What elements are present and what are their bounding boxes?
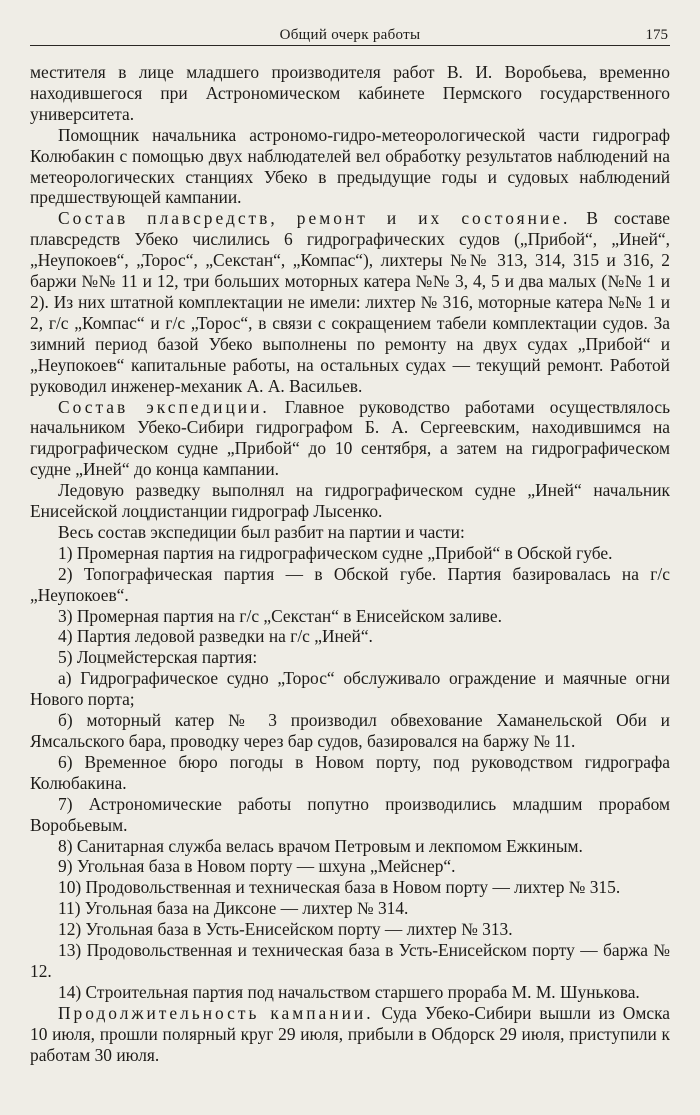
paragraph: Весь состав экспедиции был разбит на партии и части:: [58, 521, 465, 542]
page-header: [30, 22, 670, 46]
list-item: 14) Строительная партия под начальством старшего прораба М. М. Шунькова.: [58, 981, 640, 1002]
section-heading: Продолжительность кампании.: [58, 1002, 374, 1023]
list-item: 3) Промерная партия на г/с „Секстан“ в Енисейском заливе.: [58, 605, 502, 626]
section-heading: Состав экспедиции.: [58, 396, 270, 417]
paragraph: Состав экспедиции. Главное руководство работами осуществлялось начальником Убеко-Сибири гидрографом Б. А. Сергеевским, находившимся на гидрографическом судне „Прибой“ до 10 сентября, а затем на гидрографическом судне „Иней“ до конца кампании.: [30, 396, 670, 480]
section-heading: Состав плавсредств, ремонт и их состояние.: [58, 208, 571, 229]
header-rule: [30, 45, 670, 46]
list-item: 9) Угольная база в Новом порту — шхуна „Мейснер“.: [58, 856, 456, 877]
paragraph: Состав плавсредств, ремонт и их состояние. В составе плавсредств Убеко числились 6 гидрографических судов („Прибой“, „Иней“, „Неупокоев“, „Торос“, „Секстан“, „Компас“), лихтеры №№ 313, 314, 315 и 316, 2 баржи №№ 11 и 12, три больших моторных катера №№ 3, 4, 5 и два малых (№№ 1 и 2). Из них штатной комплектации не имели: лихтер № 316, моторные катера №№ 1 и 2, г/с „Компас“ и г/с „Торос“, в связи с сокращением табели комплектации судов. За зимний период базой Убеко выполнены по ремонту на двух судах „Прибой“ и „Неупокоев“ капитальные работы, на остальных судах — текущий ремонт. Работой руководил инженер-механик А. А. Васильев.: [30, 208, 670, 396]
list-item: 12) Угольная база в Усть-Енисейском порту — лихтер № 313.: [58, 919, 513, 940]
list-item: 13) Продовольственная и техническая база в Усть-Енисейском порту — баржа № 12.: [30, 940, 670, 981]
list-item: 7) Астрономические работы попутно производились младшим прорабом Воробьевым.: [30, 793, 670, 835]
list-item: 2) Топографическая партия — в Обской губе. Партия базировалась на г/с „Неупокоев“.: [30, 563, 670, 605]
list-item: 6) Временное бюро погоды в Новом порту, под руководством гидрографа Колюбакина.: [30, 751, 670, 793]
list-item: б) моторный катер № 3 производил обвехование Хаманельской Оби и Ямсальского бара, проводку через бар судов, базировался на баржу № 11.: [30, 710, 670, 751]
list-item: 1) Промерная партия на гидрографическом судне „Прибой“ в Обской губе.: [58, 542, 613, 563]
list-item: 11) Угольная база на Диксоне — лихтер № 314.: [58, 898, 409, 919]
list-item: 8) Санитарная служба велась врачом Петровым и лекпомом Ежкиным.: [58, 835, 583, 856]
list-item: 10) Продовольственная и техническая база в Новом порту — лихтер № 315.: [58, 877, 621, 898]
list-item: а) Гидрографическое судно „Торос“ обслуживало ограждение и маячные огни Нового порта;: [30, 668, 670, 710]
list-item: 4) Партия ледовой разведки на г/с „Иней“.: [58, 626, 373, 647]
running-title: Общий очерк работы: [279, 27, 421, 43]
list-item: 5) Лоцмейстерская партия:: [58, 647, 258, 668]
paragraph: Ледовую разведку выполнял на гидрографическом судне „Иней“ начальник Енисейской лоцдистанции гидрограф Лысенко.: [30, 480, 670, 522]
paragraph: Продолжительность кампании. Суда Убеко-Сибири вышли из Омска 10 июля, прошли полярный круг 29 июля, прибыли в Обдорск 29 июля, приступили к работам 30 июля.: [30, 1002, 670, 1065]
page-body: [30, 62, 670, 1066]
paragraph: местителя в лице младшего производителя работ В. И. Воробьева, временно находившегося при Астрономическом кабинете Пермского государственного университета.: [30, 62, 670, 124]
page-number: 175: [645, 27, 668, 43]
paragraph: Помощник начальника астрономо-гидро-метеорологической части гидрограф Колюбакин с помощью двух наблюдателей вел обработку результатов наблюдений на метеорологических станциях Убеко в предыдущие годы и судовых наблюдений предшествующей кампании.: [30, 124, 670, 208]
